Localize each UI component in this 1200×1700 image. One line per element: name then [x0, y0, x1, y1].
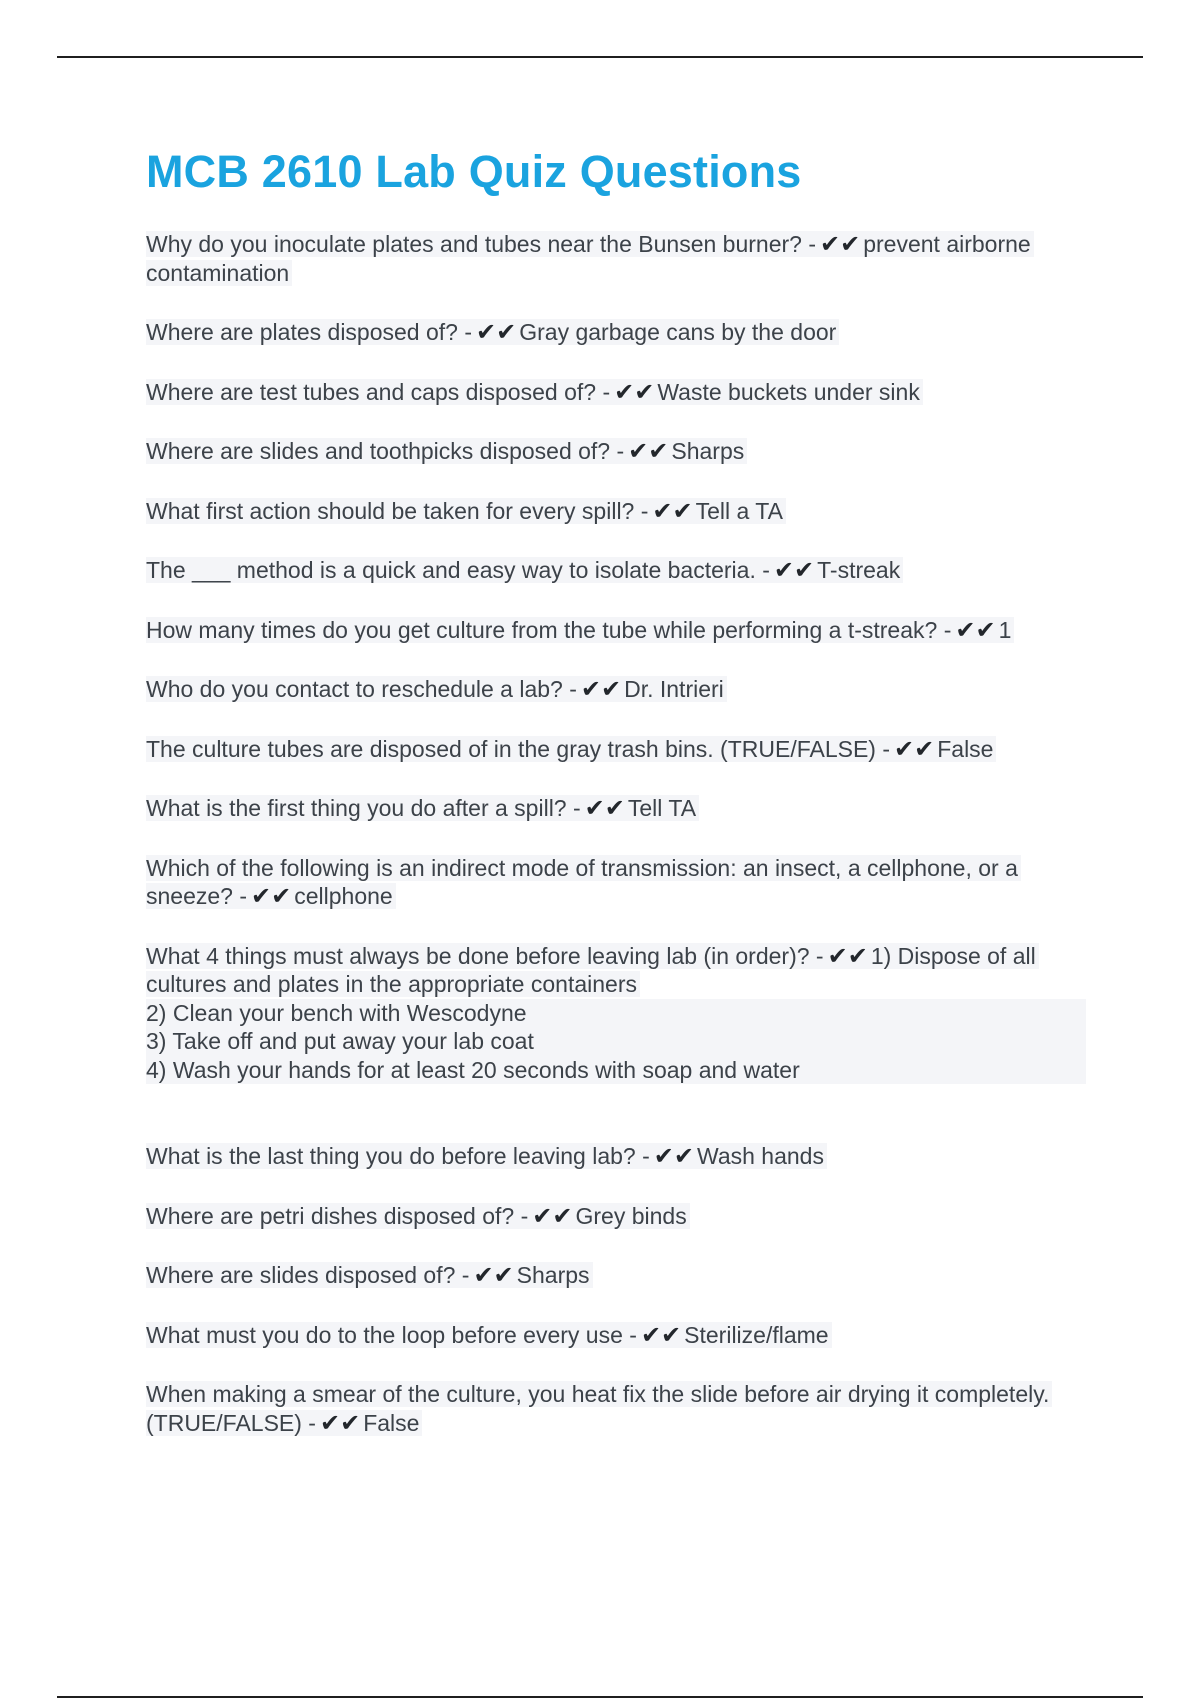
double-check-icon: ✔✔	[653, 1142, 694, 1170]
question-text: The ___ method is a quick and easy way to isolate bacteria. -	[146, 557, 770, 583]
double-check-icon: ✔✔	[580, 675, 622, 703]
question-text: When making a smear of the culture, you heat fix the slide before air drying it completely. (TRUE/FALSE) -	[146, 1381, 1050, 1436]
answer-text: Grey binds	[575, 1202, 687, 1229]
qa-item	[146, 497, 1086, 526]
qa-item	[146, 1142, 1086, 1171]
question-text: Where are test tubes and caps disposed of? -	[146, 378, 611, 405]
answer-text: Sharps	[671, 438, 745, 464]
qa-item	[146, 735, 1086, 764]
qa-list	[146, 230, 1086, 1437]
question-text: What is the last thing you do before leaving lab? -	[146, 1143, 650, 1169]
qa-item	[146, 854, 1086, 911]
document-title: MCB 2610 Lab Quiz Questions	[146, 146, 802, 197]
question-text: The culture tubes are disposed of in the gray trash bins. (TRUE/FALSE) -	[146, 735, 891, 762]
answer-text: Sharps	[516, 1262, 590, 1288]
question-text: Who do you contact to reschedule a lab? -	[146, 676, 577, 702]
answer-text: prevent airborne contamination	[146, 231, 1031, 286]
question-text: What must you do to the loop before every use -	[146, 1321, 637, 1348]
question-text: What first action should be taken for every spill? -	[146, 497, 649, 524]
double-check-icon: ✔✔	[584, 794, 625, 822]
double-check-icon: ✔✔	[473, 1261, 514, 1289]
qa-item	[146, 1321, 1086, 1350]
qa-item	[146, 675, 1086, 704]
qa-item	[146, 230, 1086, 287]
question-text: What 4 things must always be done before leaving lab (in order)? -	[146, 942, 824, 969]
double-check-icon: ✔✔	[773, 556, 815, 584]
answer-text: cellphone	[294, 883, 393, 909]
double-check-icon: ✔✔	[614, 377, 655, 406]
answer-text: 1	[998, 616, 1012, 643]
double-check-icon: ✔✔	[820, 230, 861, 258]
question-text: Why do you inoculate plates and tubes near the Bunsen burner? -	[146, 231, 816, 257]
double-check-icon: ✔✔	[319, 1408, 361, 1437]
answer-text: Tell a TA	[695, 497, 783, 524]
double-check-icon: ✔✔	[628, 437, 669, 465]
answer-text: Wash hands	[696, 1143, 824, 1169]
answer-text: Waste buckets under sink	[657, 378, 920, 405]
answer-text: Gray garbage cans by the door	[519, 319, 837, 345]
qa-item	[146, 1202, 1086, 1231]
double-check-icon: ✔✔	[251, 882, 292, 910]
answer-step: 3) Take off and put away your lab coat	[146, 1027, 1086, 1056]
top-rule	[57, 56, 1143, 58]
answer-text: Tell TA	[627, 795, 697, 821]
qa-item	[146, 1261, 1086, 1290]
double-check-icon: ✔✔	[827, 941, 868, 970]
qa-item	[146, 794, 1086, 823]
answer-text: False	[937, 735, 994, 762]
double-check-icon: ✔✔	[894, 734, 935, 763]
answer-step: 4) Wash your hands for at least 20 seconds with soap and water	[146, 1056, 1086, 1085]
document-body	[146, 140, 1086, 1468]
double-check-icon: ✔✔	[476, 318, 517, 346]
double-check-icon: ✔✔	[640, 1320, 682, 1349]
question-text: Where are slides and toothpicks disposed of? -	[146, 438, 625, 464]
double-check-icon: ✔✔	[532, 1201, 573, 1230]
bottom-rule	[57, 1696, 1143, 1698]
qa-item	[146, 1380, 1086, 1437]
answer-steps	[146, 999, 1086, 1085]
answer-text: T-streak	[817, 557, 901, 583]
qa-item	[146, 378, 1086, 407]
answer-text: False	[363, 1409, 420, 1436]
answer-step: 2) Clean your bench with Wescodyne	[146, 999, 1086, 1028]
double-check-icon: ✔✔	[652, 496, 693, 525]
answer-text: Dr. Intrieri	[624, 676, 724, 702]
answer-text: 1) Dispose of all cultures and plates in the appropriate containers	[146, 942, 1036, 997]
answer-text: Sterilize/flame	[684, 1321, 829, 1348]
qa-item	[146, 318, 1086, 347]
double-check-icon: ✔✔	[955, 615, 996, 644]
qa-item	[146, 437, 1086, 466]
question-text: Where are petri dishes disposed of? -	[146, 1202, 529, 1229]
question-text: How many times do you get culture from the tube while performing a t-streak? -	[146, 616, 952, 643]
question-text: Where are slides disposed of? -	[146, 1262, 470, 1288]
qa-item	[146, 942, 1086, 1085]
question-text: What is the first thing you do after a spill? -	[146, 795, 581, 821]
qa-item	[146, 616, 1086, 645]
question-text: Where are plates disposed of? -	[146, 319, 473, 345]
qa-item	[146, 556, 1086, 585]
question-text: Which of the following is an indirect mode of transmission: an insect, a cellphone, or a sneeze? -	[146, 854, 1018, 909]
